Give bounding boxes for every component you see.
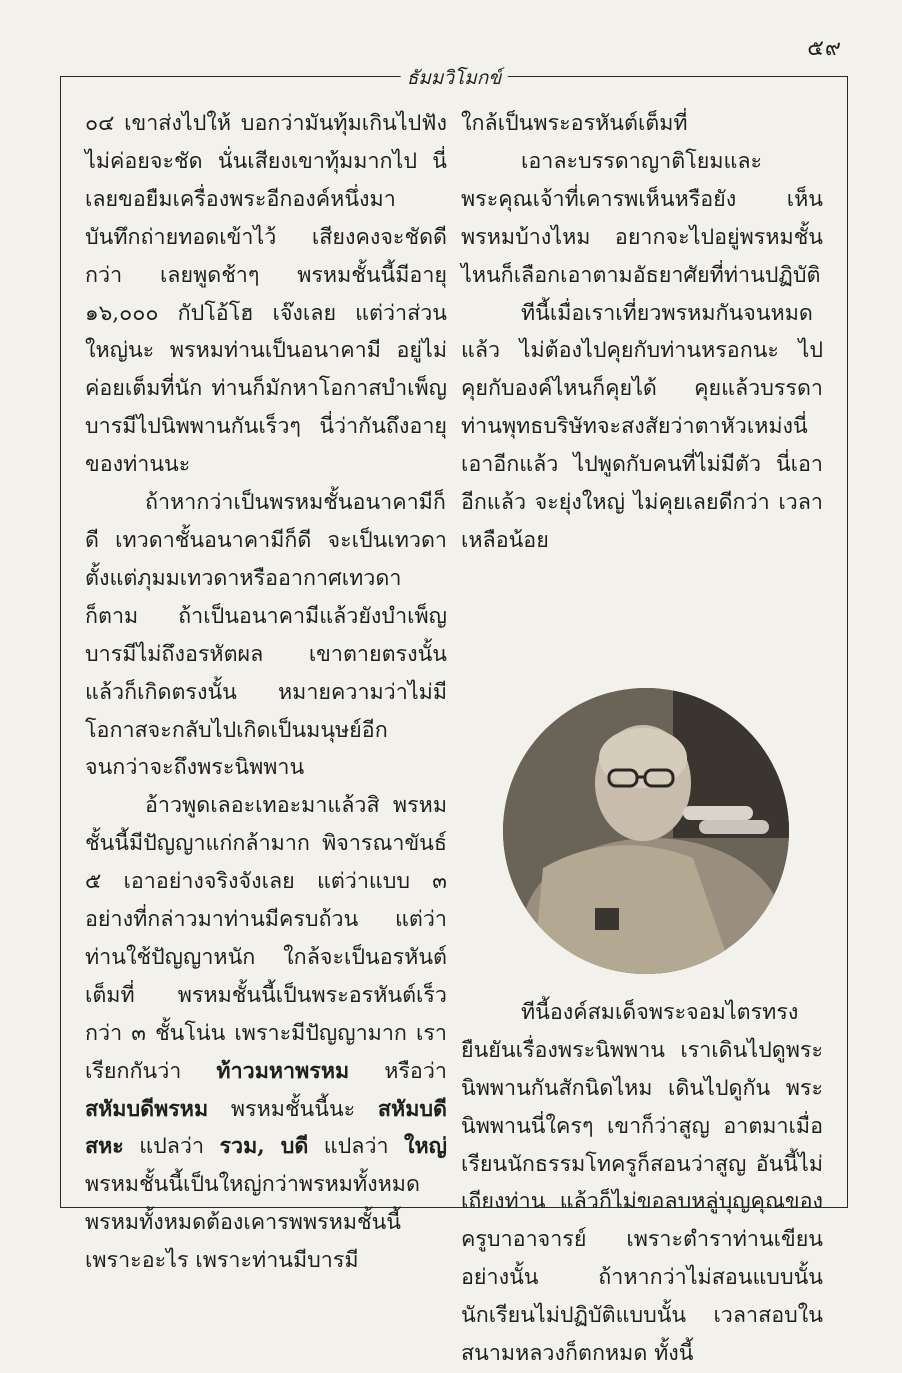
bold-term: สหัมบดี สหะ bbox=[85, 1096, 447, 1160]
text-run: ใกล้เป็นพระอรหันต์เต็มที่ bbox=[461, 111, 688, 136]
page-number: ๕๙ bbox=[807, 36, 842, 61]
page-frame bbox=[60, 67, 848, 1367]
text-run: หรือว่า bbox=[349, 1058, 447, 1084]
running-header: ธัมมวิโมกข์ bbox=[401, 63, 508, 93]
text-run: เอาละบรรดาญาติโยมและพระคุณเจ้าที่เคารพเห็นหรือยัง เห็นพรหมบ้างไหม อยากจะไปอยู่พรหมชั้นไหนก็เลือกเอาตามอัธยาศัยที่ท่านปฏิบัติ bbox=[461, 148, 823, 288]
bold-term: สหัมบดีพรหม bbox=[85, 1096, 209, 1122]
monk-portrait-photo bbox=[503, 688, 789, 974]
paragraph bbox=[461, 105, 823, 143]
text-run: อ้าวพูดเลอะเทอะมาแล้วสิ พรหมชั้นนี้มีปัญญาแก่กล้ามาก พิจารณาขันธ์ ๕ เอาอย่างจริงจังเลย แต่ว่าแบบ ๓ อย่างที่กล่าวมาท่านมีครบถ้วน แต่ว่าท่านใช้ปัญญาหนัก ใกล้จะเป็นอรหันต์เต็มที่ พรหมชั้นนี้เป็นพระอรหันต์เร็วกว่า ๓ ชั้นโน่น เพราะมีปัญญามาก เราเรียกกันว่า bbox=[85, 793, 447, 1084]
text-run: แปลว่า bbox=[123, 1134, 220, 1160]
text-run: แปลว่า bbox=[308, 1134, 404, 1160]
bold-term: ใหญ่ bbox=[404, 1134, 447, 1160]
paragraph bbox=[461, 295, 823, 560]
left-column bbox=[85, 105, 447, 1280]
paragraph bbox=[85, 787, 447, 1280]
spacer bbox=[461, 560, 823, 688]
paragraph bbox=[461, 143, 823, 295]
text-run: ๐๔ เขาส่งไปให้ บอกว่ามันทุ้มเกินไปฟังไม่ค่อยจะชัด นั่นเสียงเขาทุ้มมากไป นี่เลยขอยืมเครื่องพระอีกองค์หนึ่งมาบันทึกถ่ายทอดเข้าไว้ เสียงคงจะชัดดีกว่า เลยพูดช้าๆ พรหมชั้นนี้มีอายุ ๑๖,๐๐๐ กัปโอ้โฮ เจ๊งเลย แต่ว่าส่วนใหญ่นะ พรหมท่านเป็นอนาคามี อยู่ไม่ค่อยเต็มที่นัก ท่านก็มักหาโอกาสบำเพ็ญบารมีไปนิพพานกันเร็วๆ นี่ว่ากันถึงอายุของท่านนะ bbox=[85, 111, 447, 478]
paragraph bbox=[85, 105, 447, 484]
text-run: พรหมชั้นนี้นะ bbox=[208, 1096, 378, 1122]
right-column bbox=[461, 105, 823, 1373]
paragraph bbox=[85, 484, 447, 787]
text-run: ถ้าหากว่าเป็นพรหมชั้นอนาคามีก็ดี เทวดาชั้นอนาคามีก็ดี จะเป็นเทวดาตั้งแต่ภุมมเทวดาหรืออากาศเทวดาก็ตาม ถ้าเป็นอนาคามีแล้วยังบำเพ็ญบารมีไม่ถึงอรหัตผล เขาตายตรงนั้นแล้วก็เกิดตรงนั้น หมายความว่าไม่มีโอกาสจะกลับไปเกิดเป็นมนุษย์อีก จนกว่าจะถึงพระนิพพาน bbox=[85, 490, 447, 781]
paragraph bbox=[461, 994, 823, 1373]
text-run: พรหมชั้นนี้เป็นใหญ่กว่าพรหมทั้งหมด พรหมทั้งหมดต้องเคารพพรหมชั้นนี้เพราะอะไร เพราะท่านมีบารมี bbox=[85, 1172, 420, 1274]
text-run: ทีนี้เมื่อเราเที่ยวพรหมกันจนหมดแล้ว ไม่ต้องไปคุยกับท่านหรอกนะ ไปคุยกับองค์ไหนก็คุยได้ คุยแล้วบรรดาท่านพุทธบริษัทจะสงสัยว่าตาหัวเหม่งนี่เอาอีกแล้ว ไปพูดกับคนที่ไม่มีตัว นี่เอาอีกแล้ว จะยุ่งใหญ่ ไม่คุยเลยดีกว่า เวลาเหลือน้อย bbox=[461, 300, 823, 553]
bold-term: ท้าวมหาพรหม bbox=[216, 1058, 350, 1084]
text-run: ทีนี้องค์สมเด็จพระจอมไตรทรงยืนยันเรื่องพระนิพพาน เราเดินไปดูพระนิพพานกันสักนิดไหม เดินไปดูกัน พระนิพพานนี่ใครๆ เขาก็ว่าสูญ อาตมาเมื่อเรียนนักธรรมโทครูก็สอนว่าสูญ อันนี้ไม่เถียงท่าน แล้วก็ไม่ขอลบหลู่บุญคุณของครูบาอาจารย์ เพราะตำราท่านเขียนอย่างนั้น ถ้าหากว่าไม่สอนแบบนั้น นักเรียนไม่ปฏิบัติแบบนั้น เวลาสอบในสนามหลวงก็ตกหมด ทั้งนี้ bbox=[461, 999, 823, 1367]
bold-term: รวม, บดี bbox=[219, 1134, 309, 1160]
